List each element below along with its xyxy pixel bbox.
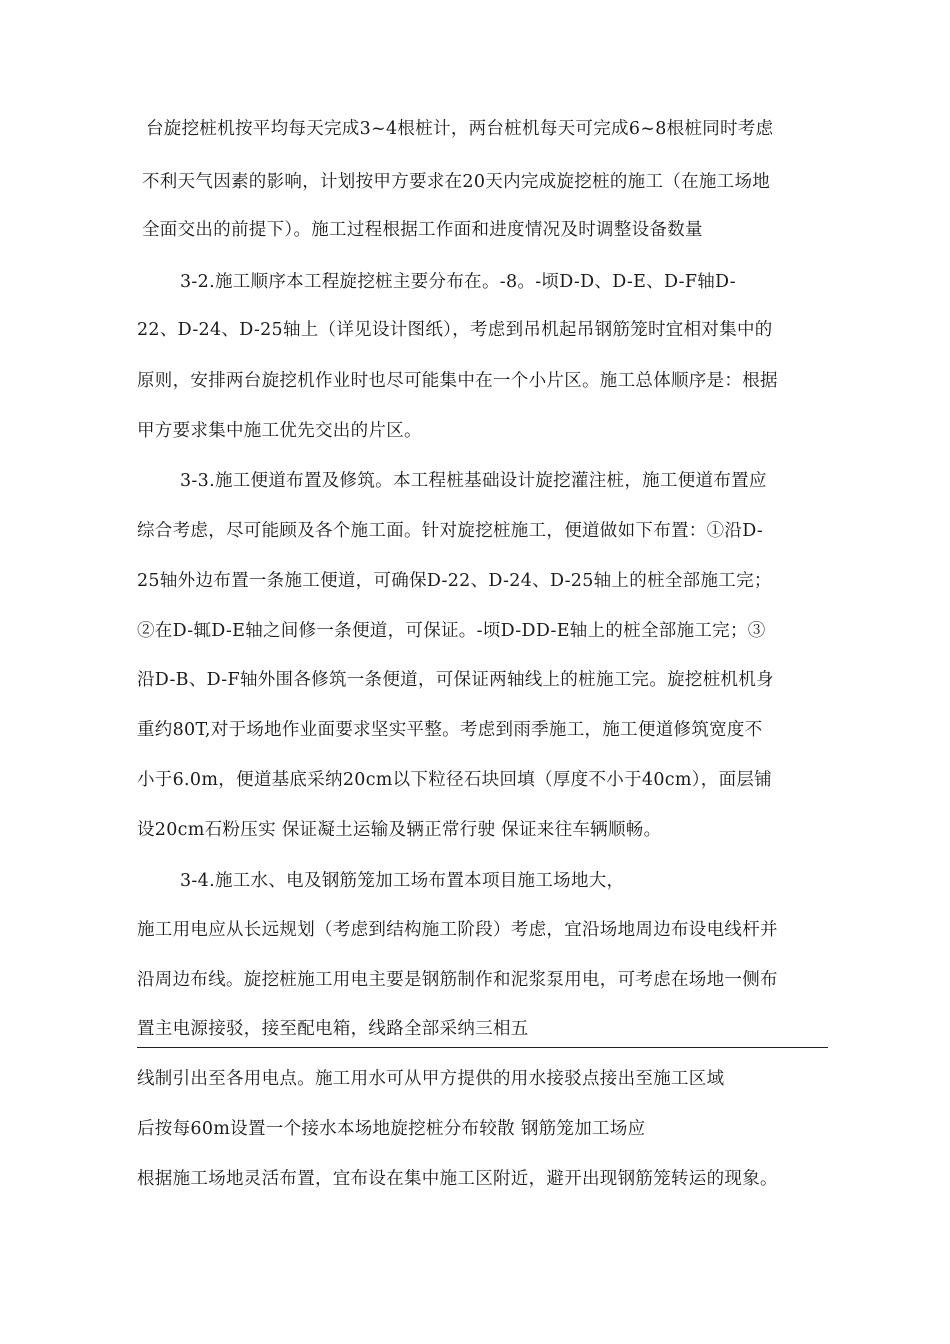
paragraph-5-line-3: 根据施工场地灵活布置，宜布设在集中施工区附近，避开出现钢筋笼转运的现象。 [137,1169,778,1189]
paragraph-5-line-1: 线制引出至各用电点。施工用水可从甲方提供的用水接驳点接出至施工区域 [137,1069,725,1089]
paragraph-5-line-2: 后按每60m设置一个接水本场地旋挖桩分布较散 钢筋笼加工场应 [137,1119,646,1139]
paragraph-3-line-4: ②在D-辄D-E轴之间修一条便道，可保证。-顷D-DD-E轴上的桩全部施工完；③ [137,621,766,641]
horizontal-rule [137,1047,828,1048]
paragraph-3-line-2: 综合考虑，尽可能顾及各个施工面。针对旋挖桩施工，便道做如下布置：①沿D- [137,521,764,541]
paragraph-4-line-4: 置主电源接驳，接至配电箱，线路全部采纳三相五 [137,1019,529,1039]
paragraph-2-line-2: 22、D-24、D-25轴上（详见设计图纸），考虑到吊机起吊钢筋笼时宜相对集中的 [137,320,773,340]
paragraph-1-line-1: 台旋挖桩机按平均每天完成3~4根桩计，两台桩机每天可完成6~8根桩同时考虑 [146,119,774,139]
paragraph-3-line-6: 重约80T,对于场地作业面要求坚实平整。考虑到雨季施工，施工便道修筑宽度不 [137,720,763,740]
paragraph-4-line-2: 施工用电应从长远规划（考虑到结构施工阶段）考虑，宜沿场地周边布设电线杆并 [137,920,778,940]
paragraph-3-line-1: 3-3.施工便道布置及修筑。本工程桩基础设计旋挖灌注桩，施工便道布置应 [180,471,767,491]
paragraph-3-line-7: 小于6.0m，便道基底采纳20cm以下粒径石块回填（厚度不小于40cm），面层铺 [137,770,772,790]
paragraph-2-line-3: 原则，安排两台旋挖机作业时也尽可能集中在一个小片区。施工总体顺序是：根据 [137,371,778,391]
paragraph-1-line-2: 不利天气因素的影响，计划按甲方要求在20天内完成旋挖桩的施工（在施工场地 [142,172,771,192]
paragraph-3-line-3: 25轴外边布置一条施工便道，可确保D-22、D-24、D-25轴上的桩全部施工完； [137,571,772,591]
paragraph-1-line-3: 全面交出的前提下）。施工过程根据工作面和进度情况及时调整设备数量 [142,220,703,240]
paragraph-3-line-5: 沿D-B、D-F轴外围各修筑一条便道，可保证两轴线上的桩施工完。旋挖桩机机身 [137,670,774,690]
paragraph-3-line-8: 设20cm石粉压实 保证凝土运输及辆正常行驶 保证来往车辆顺畅。 [137,820,662,840]
paragraph-4-line-1: 3-4.施工水、电及钢筋笼加工场布置本项目施工场地大， [180,871,625,891]
paragraph-2-line-1: 3-2.施工顺序本工程旋挖桩主要分布在。-8。-顷D-D、D-E、D-F轴D- [180,272,736,292]
paragraph-4-line-3: 沿周边布线。旋挖桩施工用电主要是钢筋制作和泥浆泵用电，可考虑在场地一侧布 [137,970,778,990]
paragraph-2-line-4: 甲方要求集中施工优先交出的片区。 [137,421,422,441]
